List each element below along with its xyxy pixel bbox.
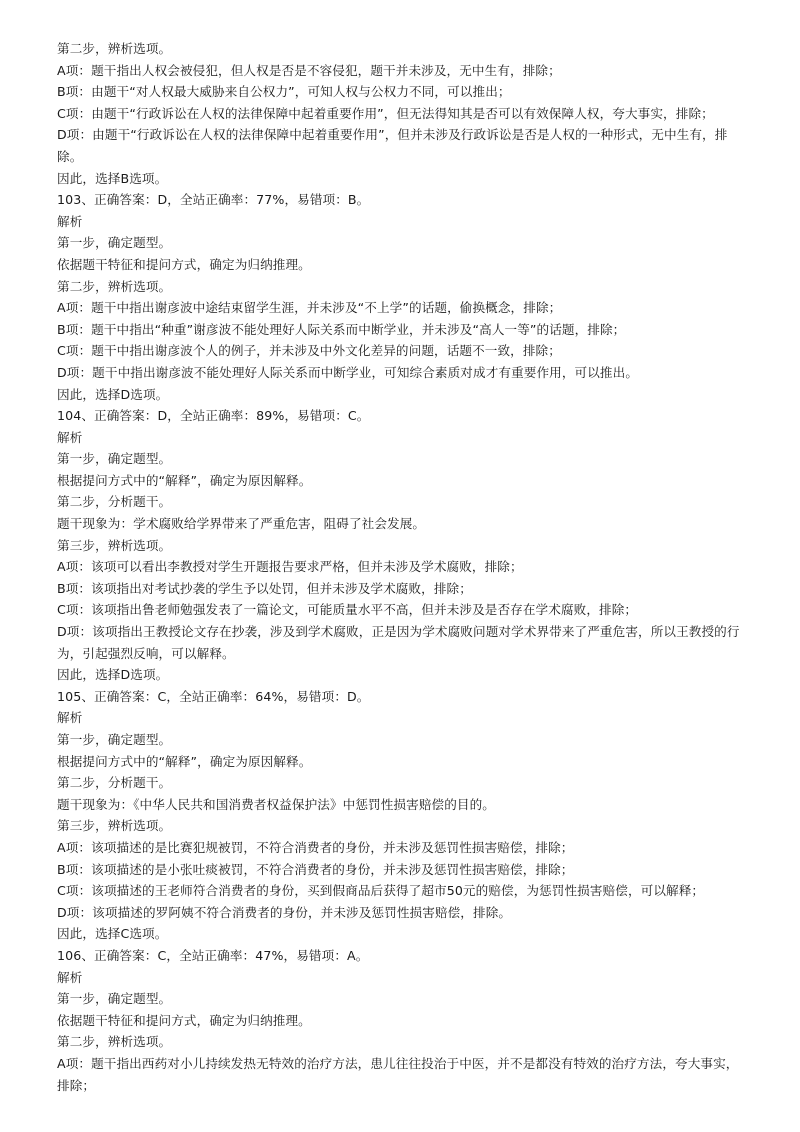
section-label: 解析 [57,429,83,445]
text-line: 第三步，辨析选项。 [57,537,172,553]
text-line: 根据提问方式中的“解释”，确定为原因解释。 [57,472,312,488]
text-line: 因此，选择B选项。 [57,170,168,186]
text-line: A项：题干中指出谢彦波中途结束留学生涯，并未涉及“不上学”的话题，偷换概念，排除； [57,300,562,316]
text-line: 因此，选择D选项。 [57,667,169,683]
text-line: 第二步，辨析选项。 [57,278,172,294]
text-line: 第一步，确定题型。 [57,451,172,467]
text-line: D项：题干中指出谢彦波不能处理好人际关系而中断学业，可知综合素质对成才有重要作用，可以推出。 [57,364,639,380]
section-label: 解析 [57,213,83,229]
text-line: A项：题干指出人权会被侵犯，但人权是否是不容侵犯，题干并未涉及，无中生有，排除； [57,62,561,78]
text-line: 题干现象为：学术腐败给学界带来了严重危害，阻碍了社会发展。 [57,516,426,532]
text-line: B项：由题干“对人权最大威胁来自公权力”，可知人权与公权力不同，可以推出； [57,84,511,100]
text-line: D项：由题干“行政诉讼在人权的法律保障中起着重要作用”，但并未涉及行政诉讼是否是人权的一种形式，无中生有，排除。 [57,127,728,164]
text-line: 因此，选择C选项。 [57,926,168,942]
text-line: A项：该项描述的是比赛犯规被罚，不符合消费者的身份，并未涉及惩罚性损害赔偿，排除； [57,839,574,855]
text-line: B项：该项描述的是小张吐痰被罚，不符合消费者的身份，并未涉及惩罚性损害赔偿，排除； [57,861,574,877]
text-line: 题干现象为：《中华人民共和国消费者权益保护法》中惩罚性损害赔偿的目的。 [57,796,495,812]
text-line: 第二步，分析题干。 [57,494,172,510]
text-line: 第一步，确定题型。 [57,732,172,747]
answer-heading: 106、正确答案：C，全站正确率：47%，易错项：A。 [57,947,369,963]
text-line: 第二步，分析题干。 [57,775,172,791]
text-line: A项：该项可以看出李教授对学生开题报告要求严格，但并未涉及学术腐败，排除； [57,559,523,575]
text-line: D项：该项指出王教授论文存在抄袭，涉及到学术腐败，正是因为学术腐败问题对学术界带来了严重危害，所以王教授的行为，引起强烈反响，可以解释。 [57,624,740,661]
text-line: 第一步，确定题型。 [57,235,172,251]
text-line: C项：该项指出鲁老师勉强发表了一篇论文，可能质量水平不高，但并未涉及是否存在学术腐败，排除； [57,602,638,618]
text-line: B项：该项指出对考试抄袭的学生予以处罚，但并未涉及学术腐败，排除； [57,580,472,596]
answer-heading: 103、正确答案：D，全站正确率：77%，易错项：B。 [57,192,370,208]
text-line: C项：由题干“行政诉讼在人权的法律保障中起着重要作用”，但无法得知其是否可以有效保障人权，夸大事实，排除； [57,105,714,121]
text-line: B项：题干中指出“种重”谢彦波不能处理好人际关系而中断学业，并未涉及“高人一等”的话题，排除； [57,321,626,337]
text-line: C项：该项描述的王老师符合消费者的身份，买到假商品后获得了超市50元的赔偿，为惩罚性损害赔偿，可以解释； [57,883,705,899]
answer-heading: 105、正确答案：C，全站正确率：64%，易错项：D。 [57,688,370,704]
document-page [57,38,747,1096]
text-line: A项：题干指出西药对小儿持续发热无特效的治疗方法，患儿往往投治于中医，并不是都没有特效的治疗方法，夸大事实，排除； [57,1055,739,1093]
text-line: 因此，选择D选项。 [57,386,169,402]
text-line: 第三步，辨析选项。 [57,818,172,834]
text-line: 依据题干特征和提问方式，确定为归纳推理。 [57,256,311,272]
text-line: 第二步，辨析选项。 [57,1034,172,1050]
answer-heading: 104、正确答案：D，全站正确率：89%，易错项：C。 [57,408,370,424]
text-line: 依据题干特征和提问方式，确定为归纳推理。 [57,1012,311,1028]
text-line: D项：该项描述的罗阿姨不符合消费者的身份，并未涉及惩罚性损害赔偿，排除。 [57,904,512,920]
section-label: 解析 [57,710,83,726]
text-line: 第一步，确定题型。 [57,991,172,1007]
text-line: 第二步，辨析选项。 [57,41,172,56]
text-line: C项：题干中指出谢彦波个人的例子，并未涉及中外文化差异的问题，话题不一致，排除； [57,343,561,359]
text-line: 根据提问方式中的“解释”，确定为原因解释。 [57,753,312,769]
section-label: 解析 [57,969,83,985]
